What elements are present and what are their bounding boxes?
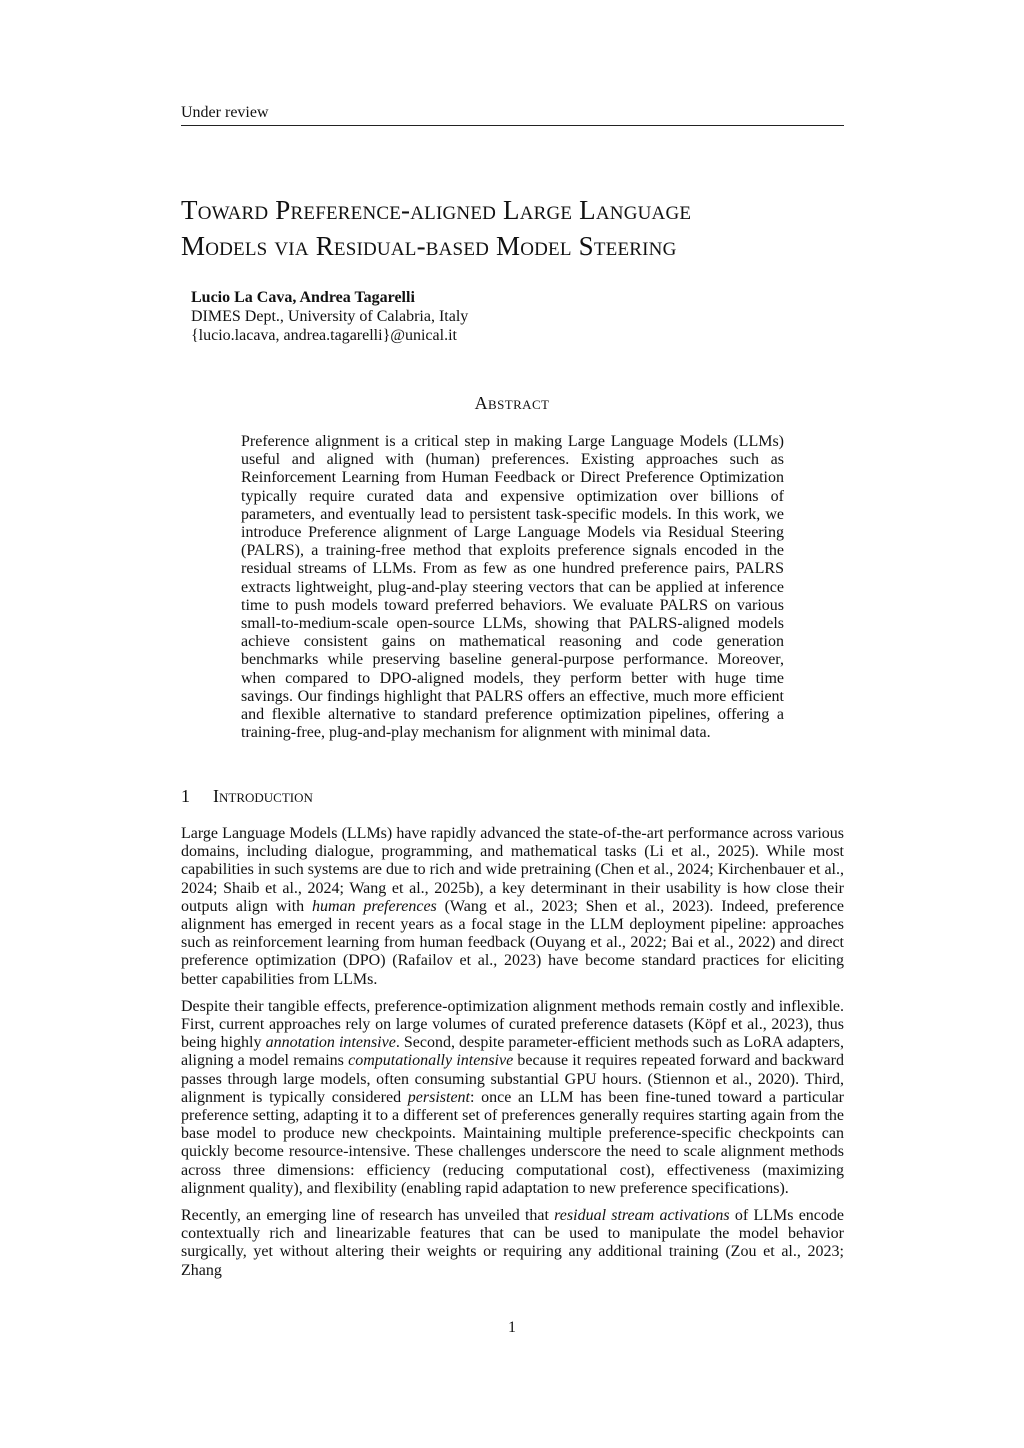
paragraph-text: of LLMs encode contextually rich and linearizable features that can be used to manipulate the model behavior surgically, yet without altering their weights or requiring any additional training (Zou et al., 2023; Zhang [181, 1207, 844, 1279]
section-title: Introduction [213, 786, 313, 806]
running-header: Under review [181, 104, 844, 126]
introduction-body [181, 825, 844, 1289]
author-affiliation: DIMES Dept., University of Calabria, Italy [191, 308, 469, 325]
paragraph-text: because it requires repeated forward and backward passes through large models, often consuming substantial GPU hours. (Stiennon et al., 2020). Third, alignment is typically considered [181, 1052, 844, 1106]
author-block [191, 288, 468, 345]
emphasis: human preferences [311, 897, 437, 915]
paragraph-text: : once an LLM has been fine-tuned toward a particular preference setting, adapting it to a different set of preferences generally requires starting again from the base model to produce new checkpoints. Maintaining multiple preference-specific checkpoints can quickly become resource-intensive. These challenges underscore the need to scale alignment methods across three dimensions: efficiency (reducing computational cost), effectiveness (maximizing alignment quality), and flexibility (enabling rapid adaptation to new preference specifications). [181, 1088, 844, 1197]
paragraph-text: Despite their tangible effects, preference-optimization alignment methods remain costly and inflexible. First, current approaches rely on large volumes of curated preference datasets (Köpf et al., 2023), thus being highly [181, 997, 844, 1052]
paragraph-text: Recently, an emerging line of research has unveiled that [181, 1207, 555, 1225]
paragraph [181, 998, 844, 1198]
author-email[interactable]: {lucio.lacava, andrea.tagarelli}@unical.it [191, 327, 457, 344]
emphasis: annotation intensive [265, 1034, 396, 1052]
emphasis: persistent [407, 1088, 470, 1106]
title-line-2: Models via Residual-based Model Steering [181, 231, 677, 261]
section-heading [181, 786, 313, 807]
abstract-heading: Abstract [474, 393, 550, 413]
paragraph [181, 1207, 844, 1280]
paragraph-text: Large Language Models (LLMs) have rapidly advanced the state-of-the-art performance across various domains, including dialogue, programming, and mathematical tasks (Li et al., 2025). While most capabilities in such systems are due to rich and wide pretraining (Chen et al., 2024; Kirchenbauer et al., 2024; Shaib et al., 2024; Wang et al., 2025b), a key determinant in their usability is how close their outputs align with [181, 825, 844, 915]
section-number: 1 [181, 786, 190, 806]
paragraph-text: (Wang et al., 2023; Shen et al., 2023). Indeed, preference alignment has emerged in recent years as a focal stage in the LLM deployment pipeline: approaches such as reinforcement learning from human feedback (Ouyang et al., 2022; Bai et al., 2022) and direct preference optimization (DPO) (Rafailov et al., 2023) have become standard practices for eliciting better capabilities from LLMs. [181, 897, 845, 988]
paragraph-text: . Second, despite parameter-efficient methods such as LoRA adapters, aligning a model remains [181, 1034, 845, 1070]
abstract-text: Preference alignment is a critical step in making Large Language Models (LLMs) useful and aligned with (human) preferences. Existing approaches such as Reinforcement Learning from Human Feedback or Direct Preference Optimization typically require curated data and expensive optimization over billions of parameters, and eventually lead to persistent task-specific models. In this work, we introduce Preference alignment of Large Language Models via Residual Steering (PALRS), a training-free method that exploits preference signals encoded in the residual streams of LLMs. From as few as one hundred preference pairs, PALRS extracts lightweight, plug-and-play steering vectors that can be applied at inference time to push models toward preferred behaviors. We evaluate PALRS on various small-to-medium-scale open-source LLMs, showing that PALRS-aligned models achieve consistent gains on mathematical reasoning and code generation benchmarks while preserving baseline general-purpose performance. Moreover, when compared to DPO-aligned models, they perform better with huge time savings. Our findings highlight that PALRS offers an effective, much more efficient and flexible alternative to standard preference optimization pipelines, offering a training-free, plug-and-play mechanism for alignment with minimal data. [241, 433, 784, 742]
emphasis: computationally intensive [348, 1052, 514, 1070]
title-line-1: Toward Preference-aligned Large Language [181, 195, 692, 225]
author-names: Lucio La Cava, Andrea Tagarelli [191, 289, 415, 306]
paragraph [181, 825, 844, 989]
paper-title [181, 192, 861, 264]
page-number: 1 [508, 1319, 516, 1336]
emphasis: residual stream activations [554, 1207, 730, 1225]
